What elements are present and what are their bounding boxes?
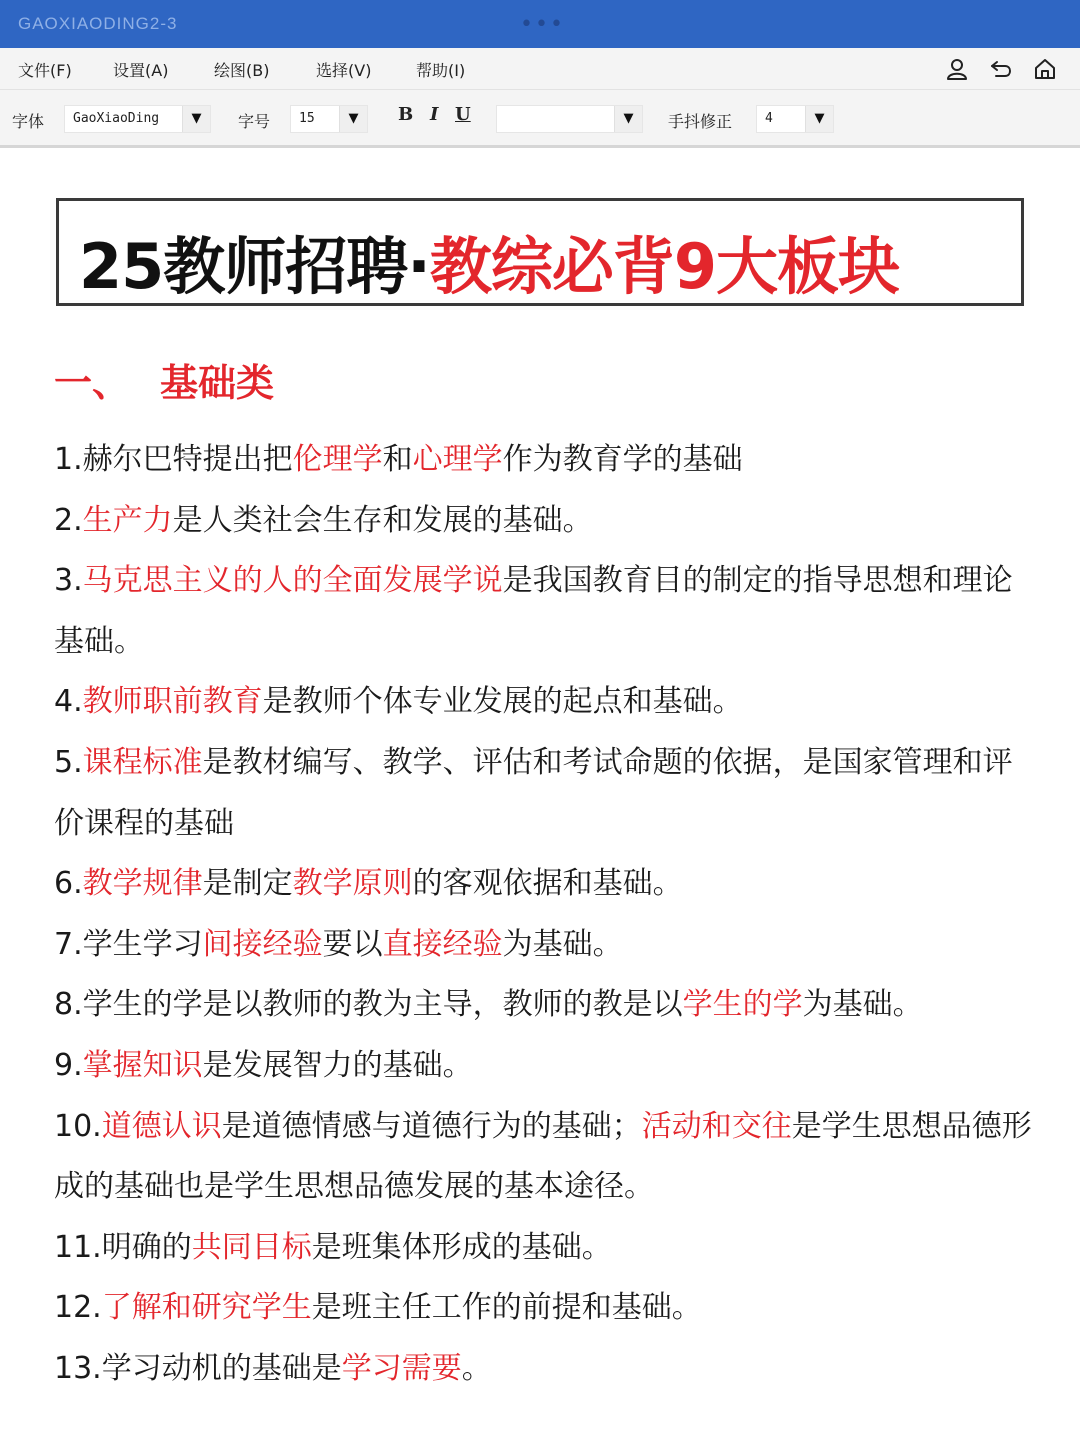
menu-settings[interactable]: 设置(A): [113, 61, 169, 80]
document-title-box: [56, 198, 1024, 306]
menu-help[interactable]: 帮助(I): [416, 61, 466, 80]
underline-button[interactable]: U: [455, 104, 471, 125]
section-title: 基础类: [160, 361, 275, 405]
chevron-down-icon[interactable]: ▼: [339, 106, 367, 132]
tremor-select-value: 4: [765, 111, 773, 126]
menubar: [0, 48, 1080, 90]
list-item: 8.学生的学是以教师的教为主导，教师的教是以学生的学为基础。: [54, 987, 923, 1023]
font-select-value: GaoXiaoDing: [73, 111, 160, 126]
list-item: 12.了解和研究学生是班主任工作的前提和基础。: [54, 1290, 702, 1326]
list-item: 1.赫尔巴特提出把伦理学和心理学作为教育学的基础: [54, 442, 743, 477]
list-item: 11.明确的共同目标是班集体形成的基础。: [54, 1229, 612, 1265]
user-icon[interactable]: [944, 56, 970, 82]
window-titlebar: [0, 0, 1080, 48]
chevron-down-icon[interactable]: ▼: [805, 106, 833, 132]
home-icon[interactable]: [1032, 56, 1058, 82]
size-label: 字号: [238, 112, 271, 131]
document-body: [54, 430, 1039, 1400]
menu-icon-group: [944, 56, 1058, 82]
italic-button[interactable]: I: [430, 104, 439, 125]
section-heading: [54, 352, 274, 407]
font-select[interactable]: [64, 105, 211, 133]
list-item: 6.教学规律是制定教学原则的客观依据和基础。: [54, 866, 683, 902]
menu-file[interactable]: 文件(F): [18, 61, 72, 80]
undo-icon[interactable]: [988, 56, 1014, 82]
document-title-red: 教综必背9大板块: [429, 230, 899, 303]
format-toolbar: [0, 90, 1080, 148]
list-item: 10.道德认识是道德情感与道德行为的基础；活动和交往是学生思想品德形成的基础也是学生思想品德发展的基本途径。: [54, 1108, 1032, 1205]
chevron-down-icon[interactable]: ▼: [614, 106, 642, 132]
list-item: 2.生产力是人类社会生存和发展的基础。: [54, 502, 593, 538]
list-item: 9.掌握知识是发展智力的基础。: [54, 1047, 473, 1083]
bold-button[interactable]: B: [398, 104, 414, 125]
tremor-select[interactable]: [756, 105, 834, 133]
list-item: 3.马克思主义的人的全面发展学说是我国教育目的制定的指导思想和理论基础。: [54, 563, 1013, 659]
document-title: [79, 217, 899, 306]
window-title: GAOXIAODING2-3: [18, 14, 178, 33]
style-select[interactable]: [496, 105, 643, 133]
section-number: 一、: [54, 361, 131, 405]
window-dots[interactable]: •••: [520, 12, 565, 37]
size-select-value: 15: [299, 111, 315, 126]
document-title-black: 25教师招聘·: [79, 230, 430, 303]
tremor-label: 手抖修正: [668, 112, 733, 131]
list-item: 7.学生学习间接经验要以直接经验为基础。: [54, 926, 623, 962]
size-select[interactable]: [290, 105, 368, 133]
menu-draw[interactable]: 绘图(B): [214, 61, 270, 80]
list-item: 4.教师职前教育是教师个体专业发展的起点和基础。: [54, 684, 743, 720]
chevron-down-icon[interactable]: ▼: [182, 106, 210, 132]
list-item: 5.课程标准是教材编写、教学、评估和考试命题的依据，是国家管理和评价课程的基础: [54, 744, 1013, 841]
list-item: 13.学习动机的基础是学习需要。: [54, 1350, 492, 1386]
font-label: 字体: [12, 112, 45, 131]
menu-select[interactable]: 选择(V): [316, 61, 372, 80]
